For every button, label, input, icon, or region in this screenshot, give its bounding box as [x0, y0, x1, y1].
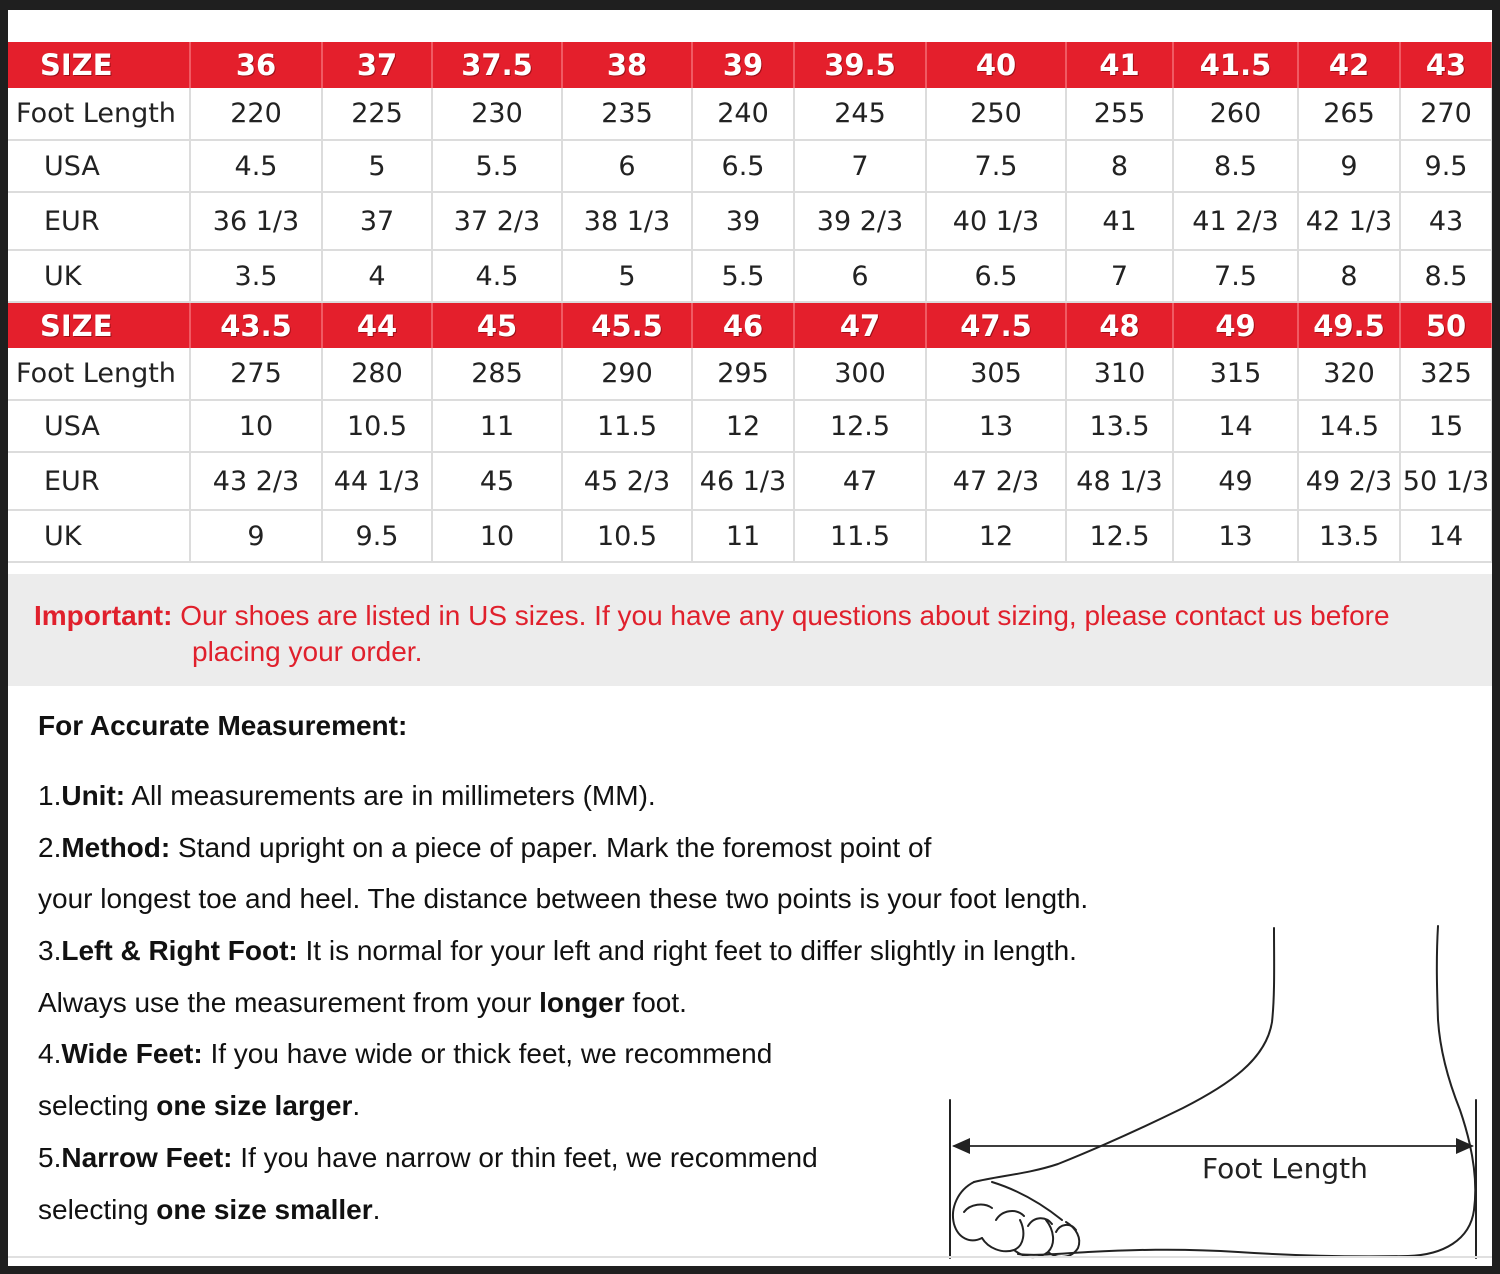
- size-header-cell: 40: [926, 42, 1066, 88]
- guide-title: For Accurate Measurement:: [38, 710, 408, 741]
- guide-item-unit: [38, 770, 1188, 822]
- table-cell: 245: [794, 88, 926, 140]
- table-cell: 265: [1298, 88, 1400, 140]
- size-table-row: [8, 348, 1492, 400]
- important-notice: [8, 574, 1492, 686]
- table-cell: 8: [1298, 250, 1400, 302]
- table-cell: 37 2/3: [432, 192, 562, 250]
- table-cell: 7: [1066, 250, 1173, 302]
- size-table-row: [8, 400, 1492, 452]
- table-cell: 11.5: [562, 400, 692, 452]
- item-number: 3.: [38, 935, 62, 967]
- table-cell: 15: [1400, 400, 1492, 452]
- notice-text-continued: placing your order.: [192, 636, 423, 667]
- table-cell: 43 2/3: [190, 452, 322, 510]
- size-header-cell: 50: [1400, 302, 1492, 348]
- table-cell: 8.5: [1173, 140, 1298, 192]
- size-header-cell: 46: [692, 302, 794, 348]
- table-cell: 12: [692, 400, 794, 452]
- notice-text: Our shoes are listed in US sizes. If you have any questions about sizing, please contact us before: [172, 600, 1390, 631]
- table-cell: 45: [432, 452, 562, 510]
- table-cell: 14.5: [1298, 400, 1400, 452]
- table-cell: 45 2/3: [562, 452, 692, 510]
- table-cell: 10.5: [322, 400, 432, 452]
- table-cell: 220: [190, 88, 322, 140]
- size-table-row: [8, 510, 1492, 562]
- item-term: Narrow Feet:: [61, 1141, 233, 1173]
- table-cell: 11: [432, 400, 562, 452]
- table-cell: 305: [926, 348, 1066, 400]
- item-text: .: [372, 1193, 381, 1225]
- item-number: 4.: [38, 1038, 62, 1070]
- size-header-cell: 44: [322, 302, 432, 348]
- foot-length-label: Foot Length: [1202, 1152, 1368, 1185]
- table-cell: 275: [190, 348, 322, 400]
- table-cell: 43: [1400, 192, 1492, 250]
- size-header-cell: 42: [1298, 42, 1400, 88]
- item-term: Wide Feet:: [61, 1038, 203, 1070]
- arrow-left-icon: [952, 1138, 970, 1154]
- item-term: Left & Right Foot:: [61, 935, 298, 967]
- table-cell: 5: [322, 140, 432, 192]
- table-cell: 11.5: [794, 510, 926, 562]
- table-cell: 13.5: [1298, 510, 1400, 562]
- row-label: EUR: [8, 452, 190, 510]
- table-cell: 230: [432, 88, 562, 140]
- table-cell: 50 1/3: [1400, 452, 1492, 510]
- table-cell: 7.5: [926, 140, 1066, 192]
- table-cell: 12: [926, 510, 1066, 562]
- table-cell: 255: [1066, 88, 1173, 140]
- size-table-row: [8, 140, 1492, 192]
- size-header-cell: 45.5: [562, 302, 692, 348]
- table-cell: 14: [1173, 400, 1298, 452]
- item-number: 5.: [38, 1141, 62, 1173]
- table-cell: 240: [692, 88, 794, 140]
- item-text: Always use the measurement from your: [38, 986, 540, 1018]
- size-table-row: [8, 250, 1492, 302]
- table-cell: 6.5: [692, 140, 794, 192]
- table-cell: 9: [1298, 140, 1400, 192]
- table-cell: 13: [926, 400, 1066, 452]
- size-header-cell: 41.5: [1173, 42, 1298, 88]
- table-cell: 9.5: [1400, 140, 1492, 192]
- table-cell: 270: [1400, 88, 1492, 140]
- item-text: If you have narrow or thin feet, we recommend: [232, 1141, 818, 1173]
- table-cell: 49: [1173, 452, 1298, 510]
- size-header-cell: 37: [322, 42, 432, 88]
- size-header-row: [8, 302, 1492, 348]
- item-text: .: [352, 1090, 361, 1122]
- table-cell: 8.5: [1400, 250, 1492, 302]
- table-cell: 47 2/3: [926, 452, 1066, 510]
- table-cell: 300: [794, 348, 926, 400]
- item-term: Method:: [61, 831, 171, 863]
- item-text: It is normal for your left and right feet to differ slightly in length.: [297, 935, 1077, 967]
- row-label: UK: [8, 250, 190, 302]
- size-header-cell: 39: [692, 42, 794, 88]
- table-cell: 10.5: [562, 510, 692, 562]
- size-table: [8, 42, 1492, 563]
- size-header-cell: 49: [1173, 302, 1298, 348]
- table-cell: 13.5: [1066, 400, 1173, 452]
- size-header-cell: 43.5: [190, 302, 322, 348]
- table-cell: 47: [794, 452, 926, 510]
- table-cell: 4.5: [432, 250, 562, 302]
- table-cell: 39 2/3: [794, 192, 926, 250]
- table-cell: 9: [190, 510, 322, 562]
- size-header-cell: 47.5: [926, 302, 1066, 348]
- table-cell: 14: [1400, 510, 1492, 562]
- table-cell: 5.5: [692, 250, 794, 302]
- size-header-cell: 38: [562, 42, 692, 88]
- table-cell: 285: [432, 348, 562, 400]
- table-cell: 36 1/3: [190, 192, 322, 250]
- table-cell: 39: [692, 192, 794, 250]
- table-cell: 48 1/3: [1066, 452, 1173, 510]
- size-header-label: SIZE: [8, 42, 190, 88]
- table-cell: 9.5: [322, 510, 432, 562]
- table-cell: 46 1/3: [692, 452, 794, 510]
- table-cell: 8: [1066, 140, 1173, 192]
- table-cell: 290: [562, 348, 692, 400]
- table-cell: 42 1/3: [1298, 192, 1400, 250]
- table-cell: 320: [1298, 348, 1400, 400]
- bottom-divider: [8, 1256, 1492, 1258]
- table-cell: 310: [1066, 348, 1173, 400]
- table-cell: 3.5: [190, 250, 322, 302]
- row-label: USA: [8, 400, 190, 452]
- item-text: selecting: [38, 1090, 157, 1122]
- row-label: Foot Length: [8, 88, 190, 140]
- size-header-cell: 39.5: [794, 42, 926, 88]
- table-cell: 260: [1173, 88, 1298, 140]
- item-text: Stand upright on a piece of paper. Mark the foremost point of: [170, 831, 932, 863]
- size-header-row: [8, 42, 1492, 88]
- notice-label: Important:: [34, 600, 173, 631]
- guide-item-method-cont: [38, 873, 1188, 925]
- table-cell: 4: [322, 250, 432, 302]
- size-header-cell: 48: [1066, 302, 1173, 348]
- table-cell: 235: [562, 88, 692, 140]
- item-emphasis: longer: [539, 986, 625, 1018]
- size-header-cell: 47: [794, 302, 926, 348]
- table-cell: 12.5: [1066, 510, 1173, 562]
- item-term: Unit:: [61, 780, 126, 811]
- row-label: USA: [8, 140, 190, 192]
- size-header-cell: 45: [432, 302, 562, 348]
- size-header-cell: 43: [1400, 42, 1492, 88]
- table-cell: 6: [794, 250, 926, 302]
- item-text: foot.: [624, 986, 687, 1018]
- foot-length-diagram: [938, 920, 1478, 1260]
- table-cell: 7.5: [1173, 250, 1298, 302]
- table-cell: 295: [692, 348, 794, 400]
- item-text: If you have wide or thick feet, we recommend: [202, 1038, 773, 1070]
- item-emphasis: one size smaller: [156, 1193, 373, 1225]
- item-text: selecting: [38, 1193, 157, 1225]
- table-cell: 315: [1173, 348, 1298, 400]
- table-cell: 250: [926, 88, 1066, 140]
- table-cell: 10: [432, 510, 562, 562]
- size-header-cell: 49.5: [1298, 302, 1400, 348]
- foot-outline-icon: [938, 920, 1478, 1260]
- item-text: your longest toe and heel. The distance between these two points is your foot length.: [38, 883, 1089, 915]
- row-label: EUR: [8, 192, 190, 250]
- item-number: 2.: [38, 831, 62, 863]
- table-cell: 41: [1066, 192, 1173, 250]
- table-cell: 49 2/3: [1298, 452, 1400, 510]
- table-cell: 5: [562, 250, 692, 302]
- size-header-cell: 37.5: [432, 42, 562, 88]
- guide-item-method: [38, 822, 1188, 874]
- table-cell: 4.5: [190, 140, 322, 192]
- table-cell: 280: [322, 348, 432, 400]
- row-label: UK: [8, 510, 190, 562]
- table-cell: 325: [1400, 348, 1492, 400]
- table-cell: 44 1/3: [322, 452, 432, 510]
- table-cell: 41 2/3: [1173, 192, 1298, 250]
- item-number: 1.: [38, 780, 62, 811]
- table-cell: 5.5: [432, 140, 562, 192]
- table-cell: 225: [322, 88, 432, 140]
- item-text: All measurements are in millimeters (MM).: [125, 780, 656, 811]
- size-header-label: SIZE: [8, 302, 190, 348]
- row-label: Foot Length: [8, 348, 190, 400]
- size-table-row: [8, 88, 1492, 140]
- table-cell: 10: [190, 400, 322, 452]
- item-emphasis: one size larger: [156, 1090, 353, 1122]
- size-header-cell: 41: [1066, 42, 1173, 88]
- size-chart-page: [8, 10, 1492, 1266]
- table-cell: 6.5: [926, 250, 1066, 302]
- table-cell: 6: [562, 140, 692, 192]
- table-cell: 38 1/3: [562, 192, 692, 250]
- table-cell: 37: [322, 192, 432, 250]
- size-table-row: [8, 452, 1492, 510]
- size-table-row: [8, 192, 1492, 250]
- table-cell: 7: [794, 140, 926, 192]
- table-cell: 11: [692, 510, 794, 562]
- table-cell: 40 1/3: [926, 192, 1066, 250]
- table-cell: 13: [1173, 510, 1298, 562]
- table-cell: 12.5: [794, 400, 926, 452]
- size-header-cell: 36: [190, 42, 322, 88]
